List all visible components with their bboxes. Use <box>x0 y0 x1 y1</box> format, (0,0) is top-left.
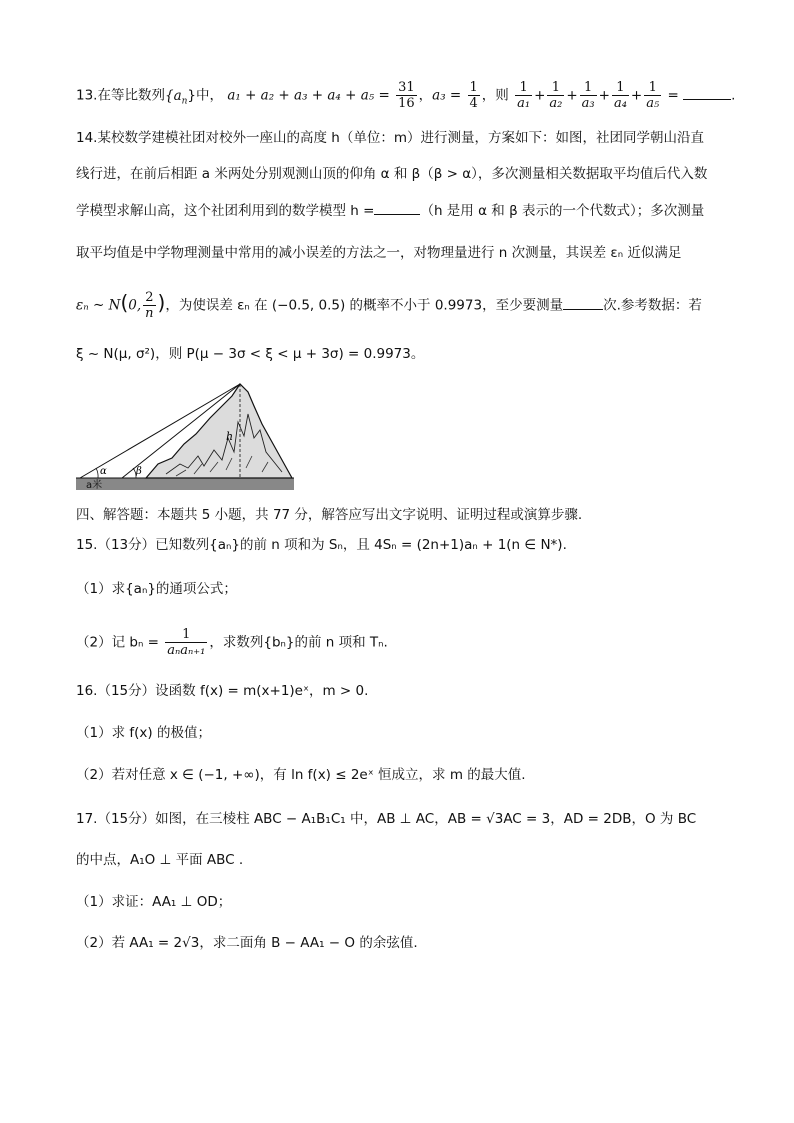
q17-part-2: （2）若 AA₁ = 2√3，求二面角 B − AA₁ − O 的余弦值. <box>76 935 418 951</box>
q13-end: . <box>731 87 736 104</box>
q14-line-3a: 学模型求解山高，这个社团利用到的数学模型 h = <box>76 203 375 219</box>
q13-recip-4 <box>612 80 629 111</box>
q13-recip-5-den: a₅ <box>646 96 660 111</box>
mountain-shape <box>146 384 292 478</box>
q14-line-6: ξ ~ N(μ, σ²)，则 P(μ − 3σ < ξ < μ + 3σ) = 0.9973。 <box>76 346 425 362</box>
alpha-arc <box>96 468 98 478</box>
q13-sum-fraction <box>396 80 417 111</box>
q14-model-blank[interactable] <box>374 200 420 215</box>
q14-paren-close: ) <box>157 290 166 315</box>
q14-line-2: 线行进，在前后相距 a 米两处分别观测山顶的仰角 α 和 β（β > α），多次测量相关数据取平均值后代入数 <box>76 166 708 182</box>
q13-a3-den: 4 <box>469 96 478 111</box>
h-label: h <box>226 430 234 443</box>
q15-b-num: 1 <box>165 627 207 643</box>
q13-recip-4-den: a₄ <box>613 96 627 111</box>
q15-part-2a: （2）记 bₙ = <box>76 634 159 651</box>
q13-seq-open: {a <box>164 87 182 104</box>
q14-line-5 <box>76 290 734 321</box>
q13-a3-fraction <box>468 80 480 111</box>
q13-recip-5-num: 1 <box>644 80 661 96</box>
q13-seq-sub: n <box>181 96 188 107</box>
q14-count-blank[interactable] <box>563 295 603 310</box>
q15-b-den: aₙaₙ₊₁ <box>167 643 206 658</box>
q13-recip-3-den: a₃ <box>581 96 595 111</box>
q13-recip-3-num: 1 <box>580 80 597 96</box>
q13-recip-2 <box>547 80 564 111</box>
q13-then: ，则 <box>481 87 509 104</box>
q13-recip-2-den: a₂ <box>549 96 563 111</box>
q13-a3: a₃ = <box>432 87 462 104</box>
q14-line-3 <box>76 200 734 221</box>
q14-paren-open: ( <box>120 290 129 315</box>
q14-line-3b: （h 是用 α 和 β 表示的一个代数式）；多次测量 <box>420 203 705 219</box>
q13-seq <box>164 87 188 107</box>
q14-variance-num: 2 <box>143 290 155 306</box>
q17-stem-1: 17.（15分）如图，在三棱柱 ABC − A₁B₁C₁ 中，AB ⊥ AC，AB = √3AC = 3，AD = 2DB，O 为 BC <box>76 811 697 827</box>
q15-part-2b: ，求数列{bₙ}的前 n 项和 Tₙ. <box>209 634 388 651</box>
q13-a3-num: 1 <box>469 80 478 95</box>
alpha-label: α <box>100 466 107 477</box>
q13-recip-1 <box>515 80 532 111</box>
q13-seq-close: }中， <box>187 87 224 104</box>
mountain-figure <box>76 378 294 494</box>
q14-line-5b: ，为使误差 εₙ 在 (−0.5, 0.5) 的概率不小于 0.9973，至少要测量 <box>165 297 564 314</box>
q13-recip-1-den: a₁ <box>517 96 531 111</box>
q14-line-5c: 次.参考数据：若 <box>603 297 702 314</box>
q14-variance-fraction <box>143 290 155 321</box>
q17-part-1: （1）求证：AA₁ ⊥ OD； <box>76 894 232 910</box>
q14-variance-den: n <box>145 306 154 321</box>
q13-recip-5 <box>644 80 661 111</box>
q14-line-4: 取平均值是中学物理测量中常用的减小误差的方法之一，对物理量进行 n 次测量，其误差 εₙ 近似满足 <box>76 245 682 261</box>
a-meter-label: a米 <box>86 480 103 491</box>
q13-recip-1-num: 1 <box>515 80 532 96</box>
q13-eq: = <box>663 87 684 104</box>
q16-stem: 16.（15分）设函数 f(x) = m(x+1)eˣ，m > 0. <box>76 683 369 699</box>
q15-b-fraction <box>165 627 207 658</box>
q13-answer-blank[interactable] <box>683 85 731 100</box>
q16-part-1: （1）求 f(x) 的极值； <box>76 725 211 741</box>
beta-label: β <box>136 466 142 477</box>
q13-line: 13.在等比数列$\{a_n\}$中， a₁ + a₂ + a₃ + a₄ + a₅ = $\frac{31}{16}$ ，a₃ = $\frac{1}{4}$ ，则 $\frac{1}{\text{a₁}}$ + $\frac{1}{\text{a₂}}$ + $\frac{1}{\text{a₃}}$ + $\frac{1}{\text{a₄}}$ + $\frac{1}{\text{a₅}}$ = . <box>76 80 736 111</box>
q13-sum-den: 16 <box>398 96 415 111</box>
q15-part-1: （1）求{aₙ}的通项公式； <box>76 581 237 597</box>
q13-sum-num: 31 <box>398 80 415 95</box>
q13-sum-expr: a₁ + a₂ + a₃ + a₄ + a₅ = <box>227 87 390 104</box>
q16-part-2: （2）若对任意 x ∈ (−1, +∞)，有 ln f(x) ≤ 2eˣ 恒成立，求 m 的最大值. <box>76 767 526 783</box>
q13-recip-3 <box>580 80 597 111</box>
q13-lead: 13.在等比数列 <box>76 87 165 104</box>
q17-stem-2: 的中点，A₁O ⊥ 平面 ABC . <box>76 852 244 868</box>
q13-recip-4-num: 1 <box>612 80 629 96</box>
q14-eps-dist: εₙ ~ N <box>76 297 121 314</box>
section-4-heading: 四、解答题：本题共 5 小题，共 77 分，解答应写出文字说明、证明过程或演算步骤. <box>76 507 583 523</box>
q13-recip-2-num: 1 <box>547 80 564 96</box>
q14-line-1: 14.某校数学建模社团对校外一座山的高度 h（单位：m）进行测量，方案如下：如图，社团同学朝山沿直 <box>76 130 704 146</box>
q14-dist-mean: 0, <box>128 297 142 314</box>
q15-stem: 15.（13分）已知数列{aₙ}的前 n 项和为 Sₙ，且 4Sₙ = (2n+1)aₙ + 1(n ∈ N*). <box>76 537 567 553</box>
q15-part-2 <box>76 627 734 658</box>
ground-strip <box>76 478 294 490</box>
